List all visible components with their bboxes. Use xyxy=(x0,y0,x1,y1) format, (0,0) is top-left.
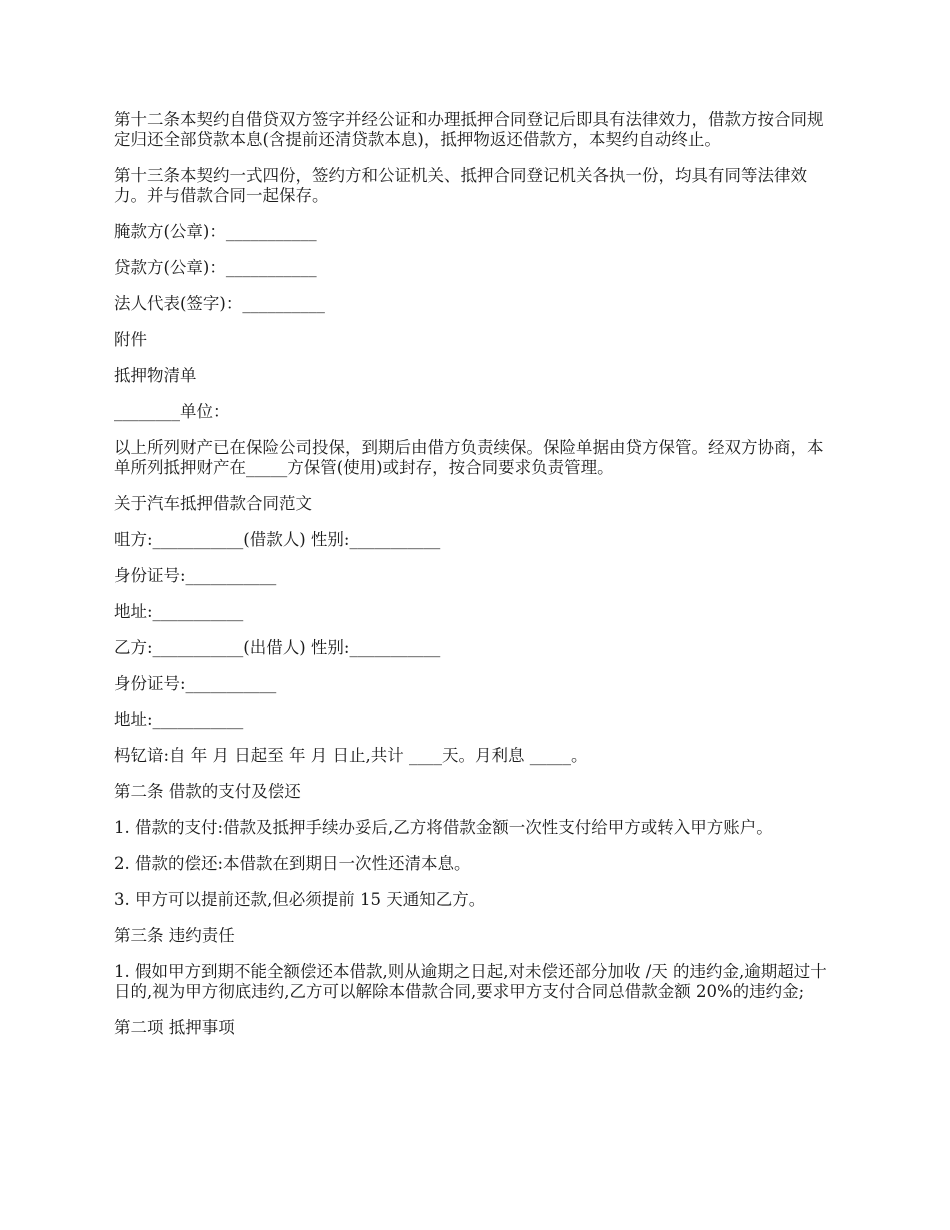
unit-line: ________单位： xyxy=(114,402,230,421)
loan-term-line: 杩钇谙:自 年 月 日起至 年 月 日止,共计 ____天。月利息 _____。 xyxy=(114,746,588,765)
party-a-id-line: 身份证号:___________ xyxy=(114,566,277,585)
attachment-heading: 附件 xyxy=(114,330,147,349)
lender-seal-line: 贷款方(公章)：___________ xyxy=(114,258,317,277)
car-mortgage-title: 关于汽车抵押借款合同范文 xyxy=(114,494,312,513)
clause-12-paragraph: 第十二条本契约自借贷双方签字并经公证和办理抵押合同登记后即具有法律效力，借款方按合同规定归还全部贷款本息(含提前还清贷款本息)，抵押物返还借款方，本契约自动终止。 xyxy=(114,110,824,149)
party-a-address-line: 地址:___________ xyxy=(114,602,244,621)
insurance-paragraph: 以上所列财产已在保险公司投保，到期后由借方负责续保。保险单据由贷方保管。经双方协商，本单所列抵押财产在_____方保管(使用)或封存，按合同要求负责管理。 xyxy=(114,438,824,477)
article-3-heading: 第三条 违约责任 xyxy=(114,926,235,945)
article-2-heading: 第二条 借款的支付及偿还 xyxy=(114,782,301,801)
item-2-mortgage-heading: 第二项 抵押事项 xyxy=(114,1018,235,1037)
clause-13-paragraph: 第十三条本契约一式四份，签约方和公证机关、抵押合同登记机关各执一份，均具有同等法律效力。并与借款合同一起保存。 xyxy=(114,166,807,205)
party-b-line: 乙方:___________(出借人) 性别:___________ xyxy=(114,638,441,657)
article-2-item-3: 3. 甲方可以提前还款,但必须提前 15 天通知乙方。 xyxy=(114,890,486,909)
party-b-address-line: 地址:___________ xyxy=(114,710,244,729)
collateral-list-heading: 抵押物清单 xyxy=(114,366,197,385)
party-a-line: 咀方:___________(借款人) 性别:___________ xyxy=(114,530,441,549)
party-b-id-line: 身份证号:___________ xyxy=(114,674,277,693)
borrower-seal-line: 腌款方(公章)：___________ xyxy=(114,222,317,241)
article-2-item-1: 1. 借款的支付:借款及抵押手续办妥后,乙方将借款金额一次性支付给甲方或转入甲方账户。 xyxy=(114,818,773,837)
article-2-item-2: 2. 借款的偿还:本借款在到期日一次性还清本息。 xyxy=(114,854,471,873)
article-3-item-1: 1. 假如甲方到期不能全额偿还本借款,则从逾期之日起,对未偿还部分加收 /天 的违约金,逾期超过十日的,视为甲方彻底违约,乙方可以解除本借款合同,要求甲方支付合同总借款金额 20%的违约金; xyxy=(114,962,827,1001)
legal-rep-signature-line: 法人代表(签字)：__________ xyxy=(114,294,325,313)
